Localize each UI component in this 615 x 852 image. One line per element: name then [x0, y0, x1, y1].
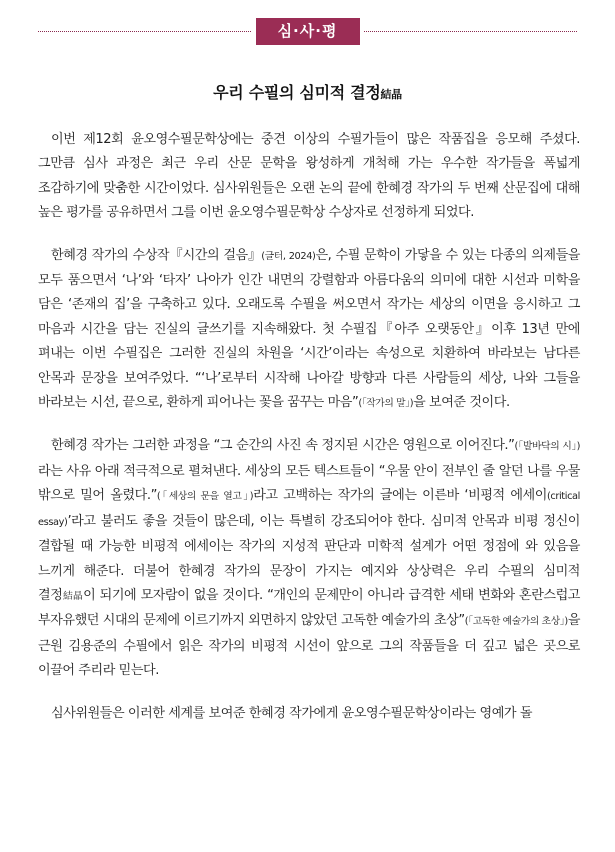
section-badge: 심·사·평 — [256, 18, 360, 45]
article-title-text: 우리 수필의 심미적 결정 — [213, 83, 381, 102]
article-title-hanja: 結晶 — [380, 88, 402, 101]
paragraph-3-text-f: 을 근원 김용준의 수필에서 읽은 작가의 비평적 시선이 앞으로 그의 작품들을 더 깊고 넓은 곳으로 이끌어 주리라 믿는다. — [38, 613, 581, 679]
article-body — [38, 128, 580, 744]
article-title — [0, 80, 615, 103]
paragraph-3-text-a: 한혜경 작가는 그러한 과정을 “그 순간의 사진 속 정지된 시간은 영원으로 이어진다.” — [51, 438, 515, 454]
paragraph-3-text-c: 라고 고백하는 작가의 글에는 이른바 ‘비평적 에세이 — [253, 488, 547, 504]
paragraph-3-note-d: 結晶 — [62, 590, 84, 602]
paragraph-3-text-e: 이 되기에 모자람이 없을 것이다. “개인의 문제만이 아니라 급격한 세태 변화와 혼란스럽고 부자유했던 시대의 문제에 이르기까지 외면하지 않았던 고독한 예술가의 초상” — [38, 587, 581, 629]
paragraph-2-note-a: (글터, 2024) — [261, 250, 316, 262]
paragraph-3 — [38, 434, 580, 683]
paragraph-2-text-b: 은, 수필 문학이 가닿을 수 있는 다종의 의제들을 모두 품으면서 ‘나’와 ‘타자’ 나아가 인간 내면의 강렬함과 아름다움의 의미에 대한 시선과 미학을 담은 ‘존재의 집’을 구축하고 있다. 오래도록 수필을 써오면서 작가는 세상의 이면을 응시하고 그 마음과 시간을 담는 진실의 글쓰기를 지속해왔다. 첫 수필집『아주 오랫동안』이후 13년 만에 펴내는 이번 수필집은 그러한 진실의 차원을 ‘시간’이라는 속성으로 치환하여 바라보는 남다른 안목과 문장을 보여주었다. “‘나’로부터 시작해 나아갈 방향과 다른 사람들의 세상, 나와 그들을 바라보는 시선, 끝으로, 환하게 피어나는 꽃을 꿈꾸는 마음” — [38, 247, 580, 411]
paragraph-3-text-b: 라는 사유 아래 적극적으로 펼쳐낸다. 세상의 모든 텍스트들이 “우물 안이 전부인 줄 알던 나를 우물 밖으로 밀어 올렸다.” — [38, 463, 580, 504]
paragraph-3-note-a: (「발바닥의 시」) — [514, 441, 580, 453]
paragraph-2-note-b: (「작가의 말」) — [358, 398, 414, 410]
paragraph-2-text-c: 을 보여준 것이다. — [413, 395, 510, 411]
paragraph-1: 이번 제12회 윤오영수필문학상에는 중견 이상의 수필가들이 많은 작품집을 응모해 주셨다. 그만큼 심사 과정은 최근 우리 산문 문학을 왕성하게 개척해 가는 우수한 작가들을 폭넓게 조감하기에 맞춤한 시간이었다. 심사위원들은 오랜 논의 끝에 한혜경 작가의 두 번째 산문집에 대해 높은 평가를 공유하면서 그를 이번 윤오영수필문학상 수상자로 선정하게 되었다. — [38, 132, 580, 221]
paragraph-3-note-e: (「고독한 예술가의 초상」) — [464, 616, 568, 628]
paragraph-2 — [38, 244, 580, 417]
paragraph-3-note-b: (「세상의 문을 열고」) — [156, 491, 254, 503]
paragraph-3-note-c: (critical essay) — [38, 491, 580, 528]
paragraph-2-text-a: 한혜경 작가의 수상작『시간의 걸음』 — [51, 247, 262, 263]
paragraph-3-text-d: ’라고 불러도 좋을 것들이 많은데, 이는 특별히 강조되어야 한다. 심미적 안목과 비평 정신이 결합될 때 가능한 비평적 에세이는 작가의 지성적 판단과 미학적 설계가 어떤 정점에 와 있음을 느끼게 해준다. 더불어 한혜경 작가의 문장이 가지는 예지와 상상력은 우리 수필의 심미적 결정 — [38, 513, 580, 603]
paragraph-4: 심사위원들은 이러한 세계를 보여준 한혜경 작가에게 윤오영수필문학상이라는 영예가 돌 — [51, 705, 533, 721]
